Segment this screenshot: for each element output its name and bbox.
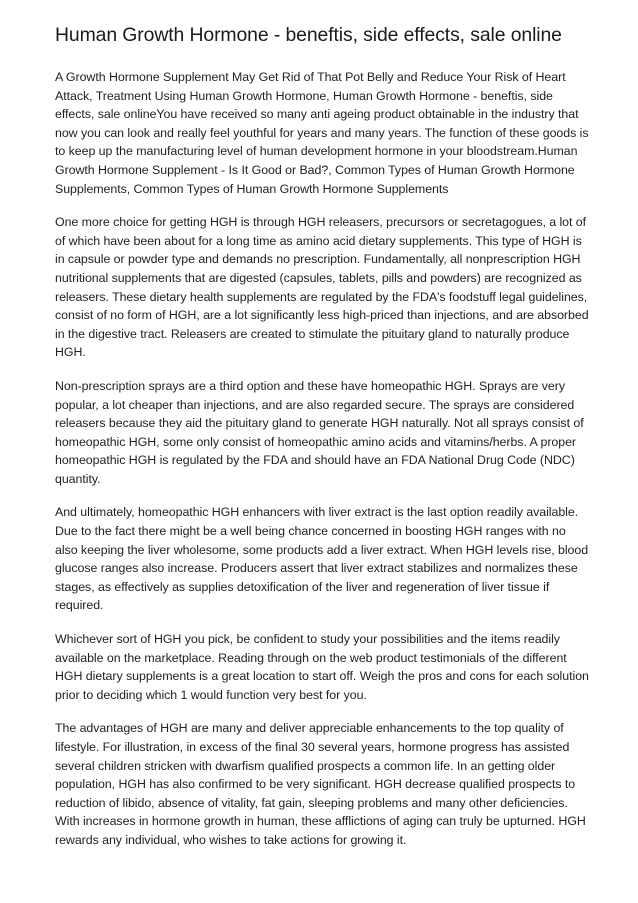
document-page	[55, 22, 590, 865]
paragraph-intro: A Growth Hormone Supplement May Get Rid of That Pot Belly and Reduce Your Risk of Heart Attack, Treatment Using Human Growth Hormone, Human Growth Hormone - beneftis, side effects, sale onlineYou have received so many anti ageing product obtainable in the industry that now you can look and really feel youthful for years and many years. The function of these goods is to keep up the manufacturing level of human development hormone in your bloodstream.Human Growth Hormone Supplement - Is It Good or Bad?, Common Types of Human Growth Hormone Supplements, Common Types of Human Growth Hormone Supplements	[55, 70, 589, 196]
paragraph-choosing: Whichever sort of HGH you pick, be confident to study your possibilities and the items readily available on the marketplace. Reading through on the web product testimonials of the different HGH dietary supplements is a great location to start off. Weigh the pros and cons for each solution prior to deciding which 1 would function very best for you.	[55, 632, 589, 702]
paragraph-advantages: The advantages of HGH are many and deliver appreciable enhancements to the top quality of lifestyle. For illustration, in excess of the final 30 several years, hormone progress has assisted several children stricken with dwarfism qualified prospects a common life. In an getting older population, HGH has also confirmed to be very significant. HGH decrease qualified prospects to reduction of libido, absence of vitality, fat gain, sleeping problems and many other deficiencies. With increases in hormone growth in human, these afflictions of aging can truly be upturned. HGH rewards any individual, who wishes to take actions for growing it.	[55, 721, 586, 847]
paragraph-sprays: Non-prescription sprays are a third option and these have homeopathic HGH. Sprays are very popular, a lot cheaper than injections, and are also regarded secure. The sprays are considered releasers because they aid the pituitary gland to generate HGH naturally. Not all sprays consist of homeopathic HGH, some only consist of homeopathic amino acids and vitamins/herbs. A proper homeopathic HGH is regulated by the FDA and should have an FDA National Drug Code (NDC) quantity.	[55, 378, 584, 486]
document-title: Human Growth Hormone - beneftis, side effects, sale online	[55, 24, 562, 46]
paragraph-releasers: One more choice for getting HGH is through HGH releasers, precursors or secretagogues, a lot of of which have been about for a long time as amino acid dietary supplements. This type of HGH is in capsule or powder type and demands no prescription. Fundamentally, all nonprescription HGH nutritional supplements that are digested (capsules, tablets, pills and powders) are recognized as releasers. These dietary health supplements are regulated by the FDA's foodstuff legal guidelines, consist of no form of HGH, are a lot significantly less high-priced than injections, and are absorbed in the digestive tract. Releasers are created to stimulate the pituitary gland to naturally produce HGH.	[55, 215, 589, 360]
paragraph-enhancers: And ultimately, homeopathic HGH enhancers with liver extract is the last option readily available. Due to the fact there might be a well being chance concerned in boosting HGH ranges with no also keeping the liver wholesome, some products add a liver extract. When HGH levels rise, blood glucose ranges also increase. Producers assert that liver extract stabilizes and normalizes these stages, as effectively as supplies detoxification of the liver and regeneration of liver tissue if required.	[55, 505, 589, 613]
